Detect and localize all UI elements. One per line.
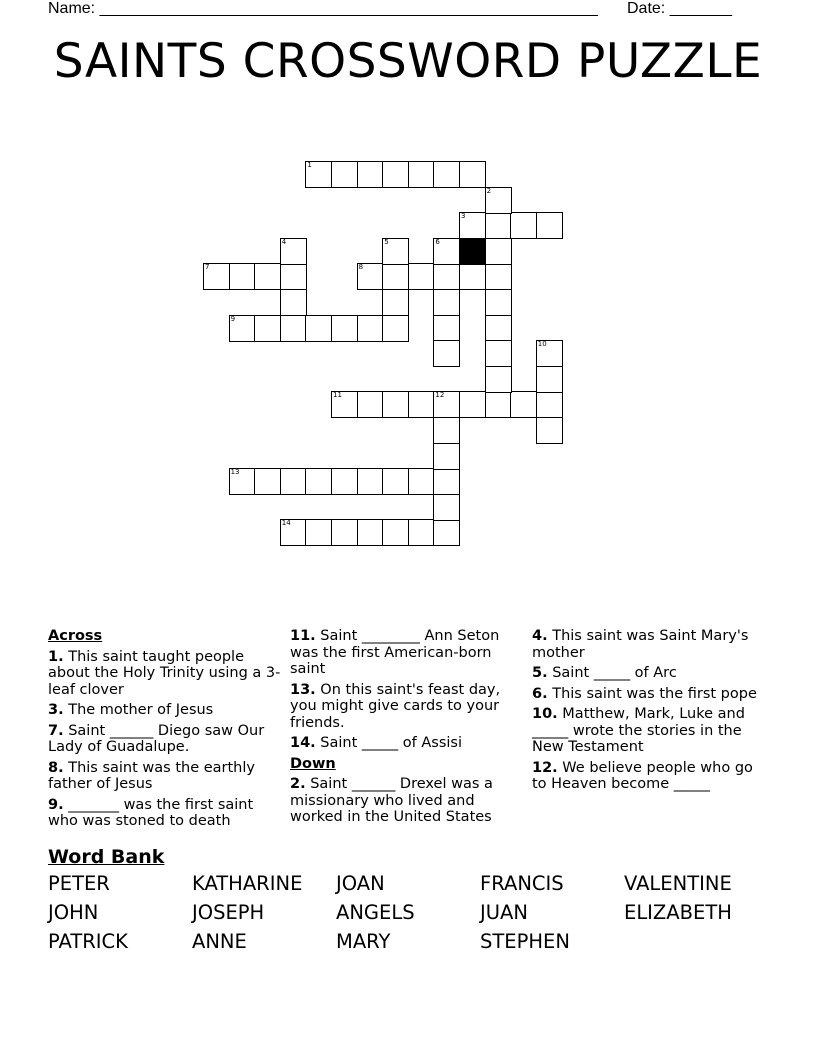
clues-column-3 [532, 628, 768, 797]
word-bank-item: JOAN [336, 872, 385, 895]
crossword-cell[interactable] [485, 238, 512, 265]
crossword-cell[interactable] [280, 289, 307, 316]
clue-across-13: 13. On this saint's feast day, you might give cards to your friends. [290, 681, 501, 731]
crossword-cell[interactable] [357, 391, 384, 418]
crossword-cell[interactable] [280, 519, 307, 546]
clue-number: 13 [230, 468, 240, 477]
crossword-cell[interactable] [485, 187, 512, 214]
crossword-cell[interactable] [357, 161, 384, 188]
crossword-cell[interactable] [408, 263, 435, 290]
crossword-cell[interactable] [408, 468, 435, 495]
crossword-cell[interactable] [433, 417, 460, 444]
word-bank [48, 872, 768, 953]
clue-down-5: 5. Saint _____ of Arc [532, 665, 677, 681]
crossword-cell[interactable] [357, 315, 384, 342]
crossword-cell[interactable] [382, 263, 409, 290]
crossword-cell[interactable] [408, 391, 435, 418]
crossword-cell[interactable] [459, 263, 486, 290]
crossword-cell[interactable] [305, 468, 332, 495]
black-square [459, 238, 486, 265]
crossword-cell[interactable] [229, 468, 256, 495]
crossword-cell[interactable] [382, 468, 409, 495]
crossword-cell[interactable] [433, 161, 460, 188]
crossword-cell[interactable] [459, 212, 486, 239]
crossword-cell[interactable] [203, 263, 230, 290]
crossword-cell[interactable] [229, 315, 256, 342]
crossword-cell[interactable] [305, 315, 332, 342]
crossword-cell[interactable] [357, 468, 384, 495]
crossword-cell[interactable] [433, 519, 460, 546]
crossword-cell[interactable] [382, 161, 409, 188]
crossword-cell[interactable] [331, 391, 358, 418]
clue-number: 5 [384, 237, 389, 246]
crossword-cell[interactable] [485, 391, 512, 418]
crossword-cell[interactable] [485, 366, 512, 393]
crossword-cell[interactable] [510, 391, 537, 418]
word-bank-item: KATHARINE [192, 872, 303, 895]
crossword-cell[interactable] [536, 391, 563, 418]
crossword-cell[interactable] [433, 443, 460, 470]
clue-number: 2 [486, 186, 492, 195]
clue-down-10: 10. Matthew, Mark, Luke and _____ wrote the stories in the New Testament [532, 706, 745, 755]
crossword-cell[interactable] [357, 519, 384, 546]
crossword-cell[interactable] [382, 391, 409, 418]
crossword-cell[interactable] [254, 263, 281, 290]
clue-down-12: 12. We believe people who go to Heaven become _____ [532, 759, 753, 792]
clue-across-14: 14. Saint _____ of Assisi [290, 735, 462, 751]
crossword-cell[interactable] [485, 212, 512, 239]
date-field-label[interactable]: Date: _______ [627, 0, 732, 17]
page-title: SAINTS CROSSWORD PUZZLE [53, 34, 763, 89]
word-bank-item: ANNE [192, 930, 247, 953]
clue-number: 6 [435, 237, 440, 246]
crossword-cell[interactable] [408, 519, 435, 546]
crossword-cell[interactable] [433, 289, 460, 316]
word-bank-title: Word Bank [48, 846, 165, 868]
crossword-cell[interactable] [485, 340, 512, 367]
crossword-cell[interactable] [331, 468, 358, 495]
crossword-cell[interactable] [433, 315, 460, 342]
clue-across-7: 7. Saint ______ Diego saw Our Lady of Guadalupe. [48, 722, 265, 755]
crossword-cell[interactable] [382, 238, 409, 265]
crossword-cell[interactable] [536, 417, 563, 444]
crossword-cell[interactable] [280, 468, 307, 495]
crossword-cell[interactable] [357, 263, 384, 290]
crossword-cell[interactable] [280, 238, 307, 265]
crossword-cell[interactable] [485, 315, 512, 342]
crossword-cell[interactable] [433, 238, 460, 265]
clue-number: 3 [461, 212, 466, 221]
word-bank-item: ELIZABETH [624, 901, 732, 924]
clue-number: 4 [281, 237, 287, 246]
down-heading: Down [290, 755, 336, 772]
crossword-cell[interactable] [485, 263, 512, 290]
crossword-cell[interactable] [433, 391, 460, 418]
crossword-cell[interactable] [382, 289, 409, 316]
clue-across-3: 3. The mother of Jesus [48, 702, 214, 718]
crossword-cell[interactable] [433, 340, 460, 367]
crossword-cell[interactable] [382, 519, 409, 546]
word-bank-item: MARY [336, 930, 391, 953]
clue-across-1: 1. This saint taught people about the Holy Trinity using a 3-leaf clover [48, 648, 281, 698]
word-bank-item: JOSEPH [192, 901, 265, 924]
clue-down-4: 4. This saint was Saint Mary's mother [532, 628, 749, 661]
crossword-cell[interactable] [280, 263, 307, 290]
clue-number: 1 [307, 161, 312, 169]
clue-number: 14 [281, 519, 291, 528]
crossword-cell[interactable] [485, 289, 512, 316]
crossword-cell[interactable] [229, 263, 256, 290]
crossword-cell[interactable] [510, 212, 537, 239]
crossword-cell[interactable] [305, 161, 332, 188]
clue-number: 8 [358, 263, 364, 272]
crossword-cell[interactable] [331, 519, 358, 546]
clue-number: 11 [333, 391, 342, 400]
word-bank-item: JOHN [48, 901, 99, 924]
crossword-cell[interactable] [433, 468, 460, 495]
word-bank-item: VALENTINE [624, 872, 732, 895]
crossword-cell[interactable] [459, 161, 486, 188]
clue-across-8: 8. This saint was the earthly father of Jesus [48, 759, 255, 792]
crossword-cell[interactable] [280, 315, 307, 342]
crossword-cell[interactable] [536, 366, 563, 393]
crossword-cell[interactable] [459, 391, 486, 418]
word-bank-item: STEPHEN [480, 930, 570, 953]
clue-across-11: 11. Saint ________ Ann Seton was the first American-born saint [290, 628, 500, 677]
clue-number: 10 [537, 340, 547, 349]
word-bank-item: JUAN [480, 901, 528, 924]
crossword-cell[interactable] [408, 161, 435, 188]
clue-across-9: 9. _______ was the first saint who was stoned to death [48, 796, 254, 829]
crossword-cell[interactable] [331, 315, 358, 342]
crossword-cell[interactable] [254, 468, 281, 495]
crossword-cell[interactable] [433, 494, 460, 521]
clue-number: 7 [205, 263, 210, 272]
clue-down-2: 2. Saint ______ Drexel was a missionary who lived and worked in the United States [290, 776, 493, 825]
crossword-cell[interactable] [331, 161, 358, 188]
crossword-cell[interactable] [536, 212, 563, 239]
word-bank-item: ANGELS [336, 901, 415, 924]
word-bank-item: FRANCIS [480, 872, 564, 895]
crossword-cell[interactable] [536, 340, 563, 367]
crossword-cell[interactable] [254, 315, 281, 342]
clues-column-1 [48, 628, 282, 834]
across-heading: Across [48, 628, 103, 644]
crossword-cell[interactable] [305, 519, 332, 546]
clue-down-6: 6. This saint was the first pope [532, 685, 757, 702]
crossword-cell[interactable] [433, 263, 460, 290]
clues-column-2 [290, 628, 520, 830]
word-bank-item: PATRICK [48, 930, 128, 953]
clue-number: 12 [435, 391, 445, 400]
word-bank-item: PETER [48, 872, 110, 895]
name-field-label[interactable]: Name: ________________________________________________________ [48, 0, 598, 17]
clue-number: 9 [230, 314, 236, 323]
crossword-cell[interactable] [382, 315, 409, 342]
